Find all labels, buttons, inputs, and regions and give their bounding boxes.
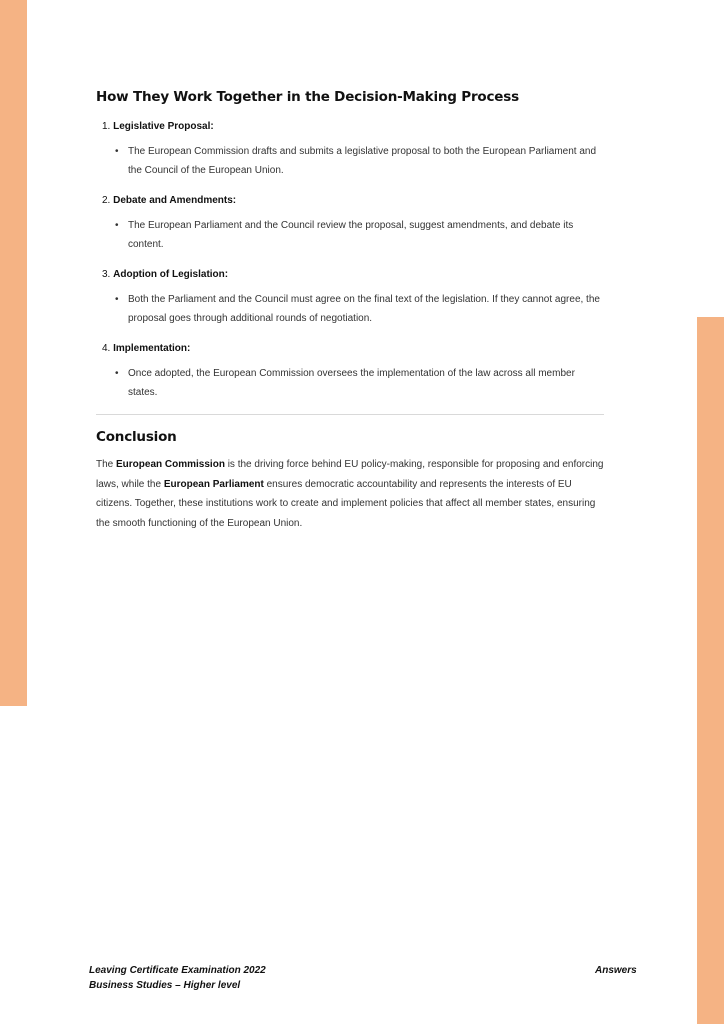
bullet-icon: • [115,220,119,231]
left-accent-bar [0,0,27,706]
step-bullet [96,364,606,402]
bullet-icon: • [115,368,119,379]
conclusion-bold-commission: European Commission [116,459,225,470]
conclusion-heading: Conclusion [96,429,177,445]
bullet-icon: • [115,294,119,305]
step-bullet [96,290,606,328]
footer-answers-label: Answers [595,965,637,976]
conclusion-bold-parliament: European Parliament [163,478,264,490]
step-item [96,342,604,402]
section-divider [96,414,604,415]
step-label: Legislative Proposal: [113,121,214,132]
bullet-text: The European Commission drafts and submits a legislative proposal to both the European Parliament and the Council of the European Union. [128,146,597,176]
bullet-icon: • [115,146,119,157]
step-item [96,268,604,328]
section-heading: How They Work Together in the Decision-Making Process [96,89,519,105]
conclusion-text-part: is the driving force behind EU policy-making, responsible for proposing and enforcing laws, while the [96,459,604,490]
page-content [96,89,604,543]
conclusion-text-part: ensures democratic accountability and represents the interests of EU citizens. Together, these institutions work to create and implement policies that affect all member states, ensuring the smooth functioning of the European Union. [96,478,596,529]
step-title [96,268,604,282]
step-label: Debate and Amendments: [113,195,237,206]
step-number: 3. [102,269,111,280]
step-title [96,120,604,134]
step-label: Adoption of Legislation: [113,269,229,280]
conclusion-paragraph [96,455,604,533]
step-bullet [96,216,606,254]
bullet-text: Once adopted, the European Commission oversees the implementation of the law across all member states. [128,368,575,398]
step-item [96,194,604,254]
step-item [96,120,604,180]
bullet-text: Both the Parliament and the Council must agree on the final text of the legislation. If they cannot agree, the proposal goes through additional rounds of negotiation. [128,294,600,324]
step-title [96,342,604,356]
step-number: 1. [102,121,111,132]
footer-exam-subject: Business Studies – Higher level [89,980,241,991]
step-label: Implementation: [113,343,191,354]
step-title [96,194,604,208]
bullet-text: The European Parliament and the Council review the proposal, suggest amendments, and debate its content. [128,220,574,250]
step-bullet [96,142,606,180]
right-accent-bar [697,317,724,1024]
conclusion-text-part: The [96,459,117,470]
step-number: 4. [102,343,111,354]
footer-exam-info [89,963,266,993]
footer-exam-title: Leaving Certificate Examination 2022 [89,965,266,976]
step-number: 2. [102,195,111,206]
